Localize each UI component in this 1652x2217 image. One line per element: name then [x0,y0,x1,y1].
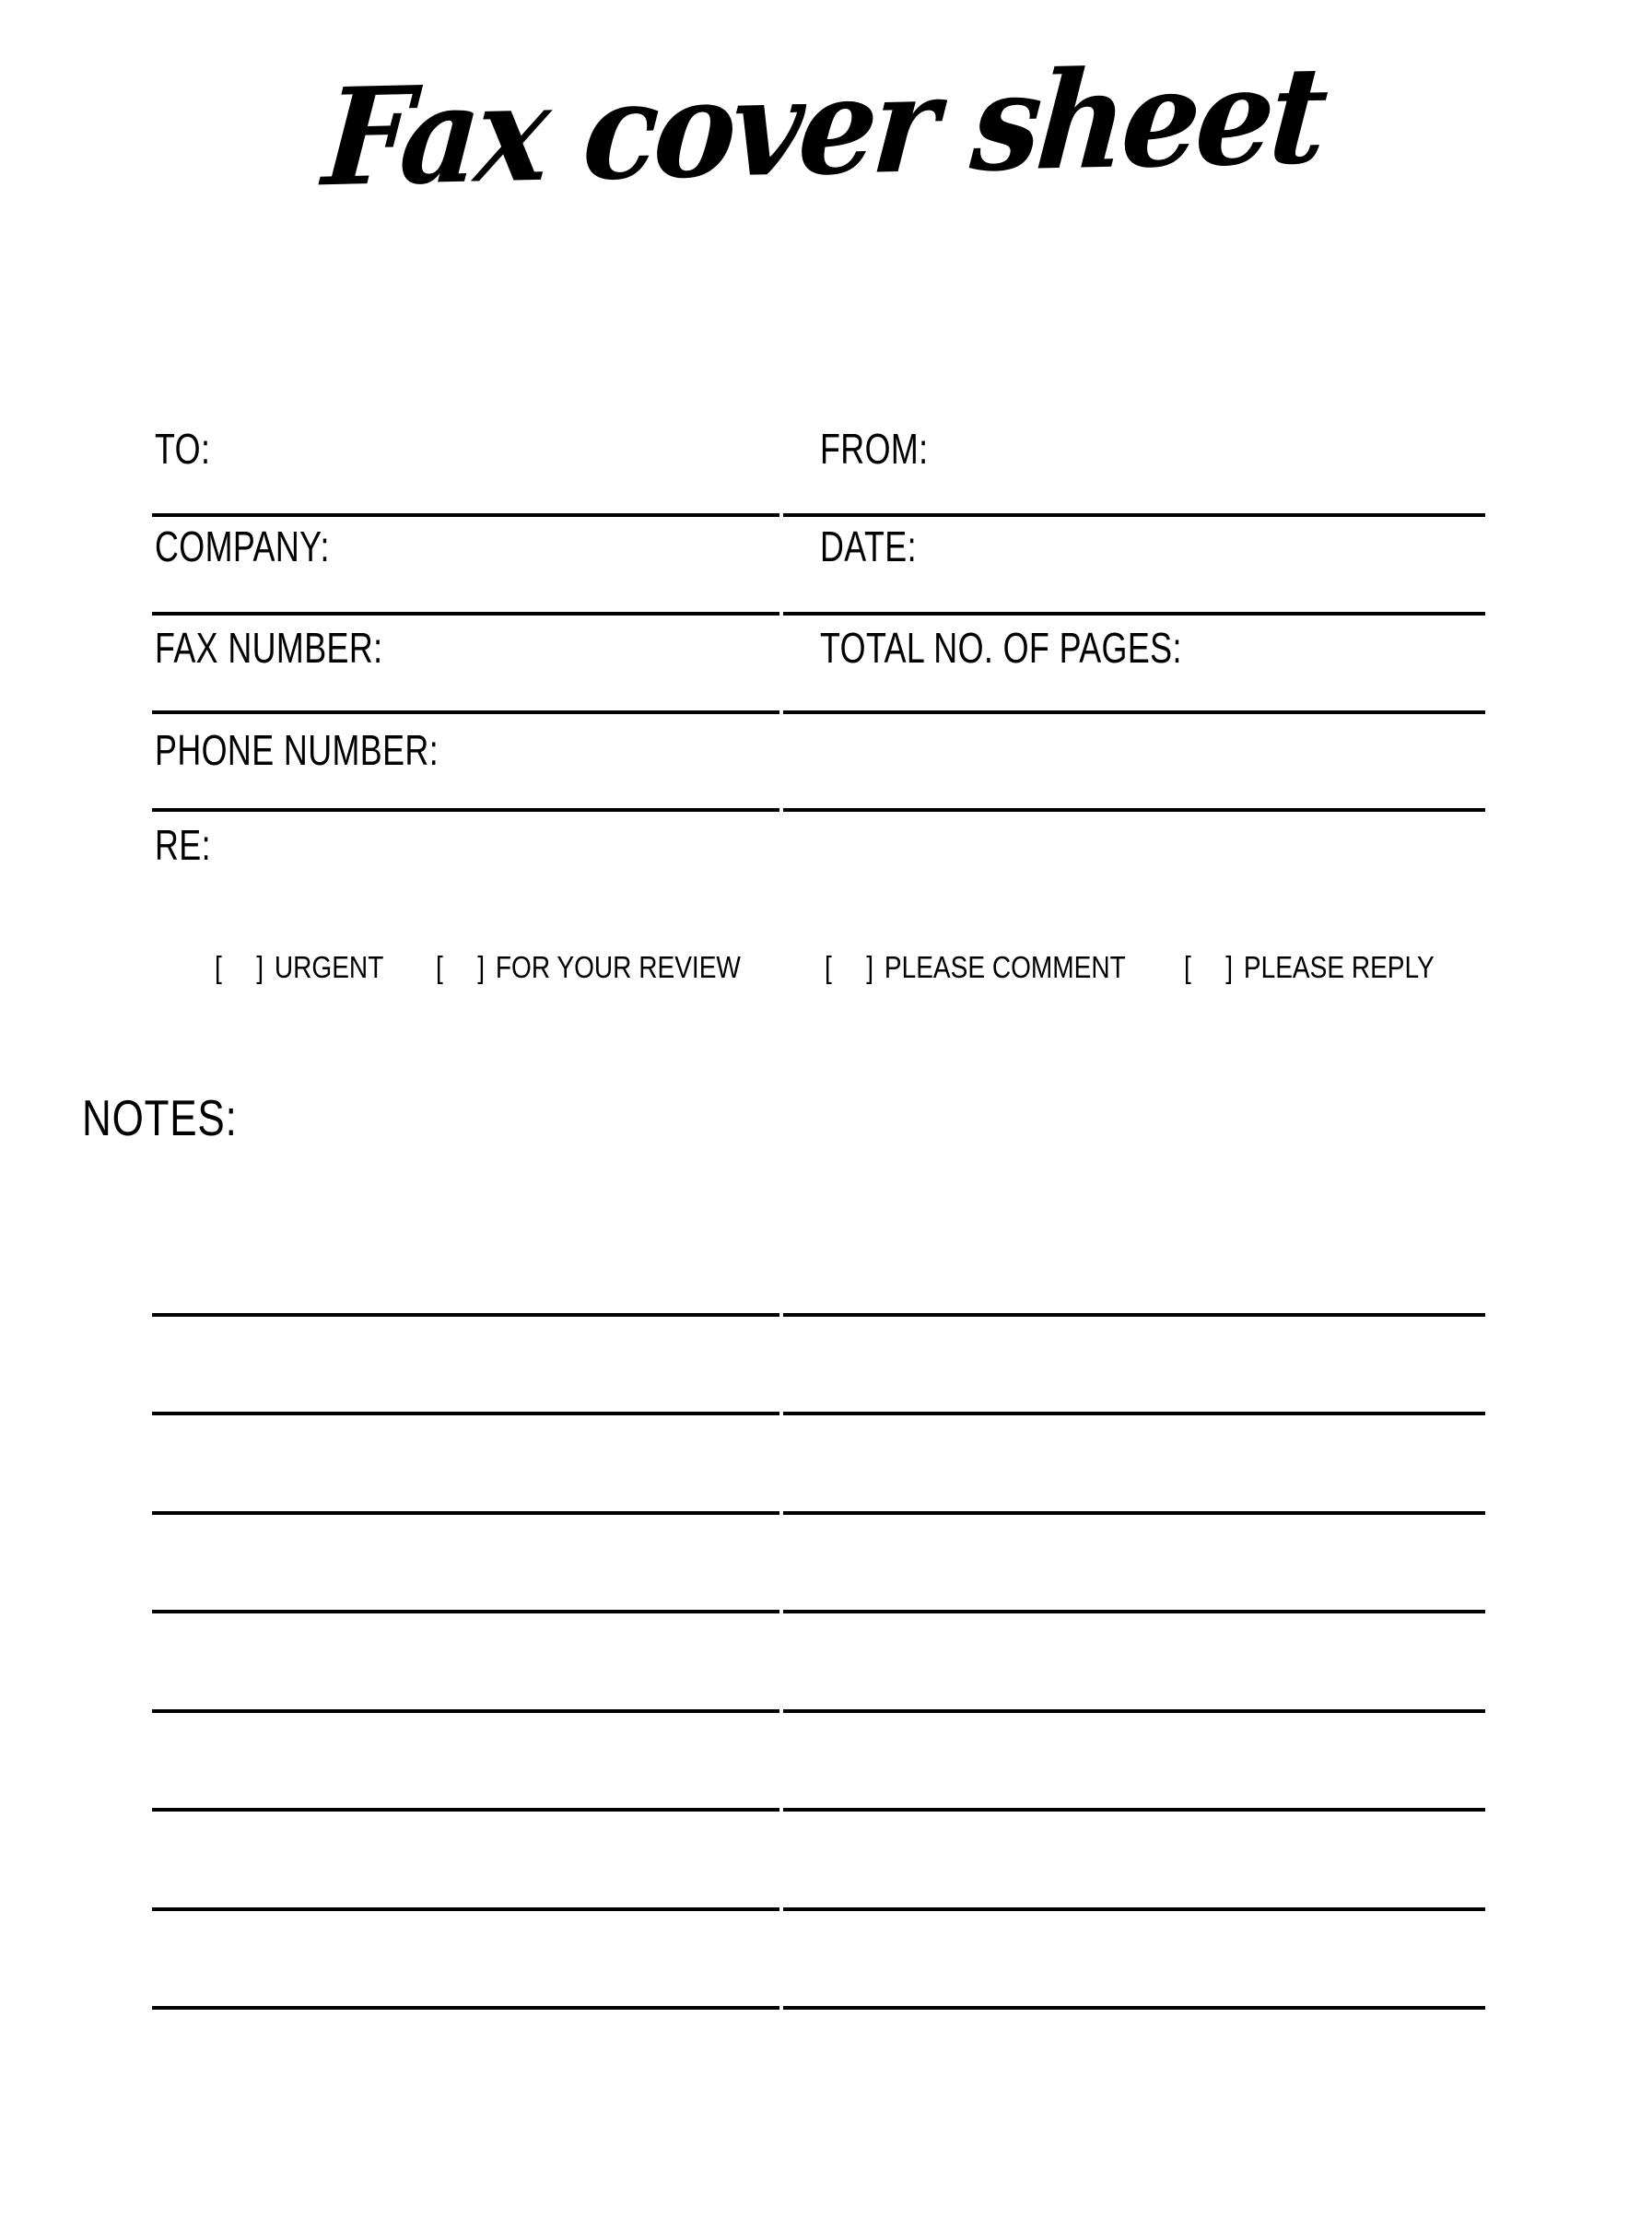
fax-number-label: FAX NUMBER: [155,624,383,672]
notes-line[interactable] [152,1511,779,1515]
total-pages-field-line[interactable] [783,710,1485,714]
to-field-line[interactable] [152,513,779,517]
page-title: Fax cover sheet [318,37,1330,217]
notes-line[interactable] [152,1709,779,1713]
checkbox-please-comment[interactable] [825,949,1126,986]
checkbox-for-your-review[interactable] [436,949,741,986]
to-label: TO: [155,425,211,473]
checkbox-urgent[interactable] [215,949,383,986]
notes-line[interactable] [152,1907,779,1911]
notes-line[interactable] [783,2006,1485,2010]
bracket-close-icon: ] [866,950,873,984]
phone-number-field-line[interactable] [783,808,1485,812]
notes-line[interactable] [783,1511,1485,1515]
from-label: FROM: [820,425,929,473]
notes-line[interactable] [783,1313,1485,1317]
checkbox-label: PLEASE COMMENT [884,950,1126,984]
notes-line[interactable] [783,1808,1485,1812]
phone-number-label: PHONE NUMBER: [155,726,439,774]
company-field-line[interactable] [152,612,779,616]
bracket-close-icon: ] [1225,950,1233,984]
bracket-open-icon: [ [825,950,832,984]
notes-line[interactable] [783,1412,1485,1415]
fax-number-field-line[interactable] [152,710,779,714]
bracket-open-icon: [ [215,950,222,984]
re-label: RE: [155,821,211,869]
bracket-close-icon: ] [256,950,264,984]
notes-label: NOTES: [82,1089,238,1146]
checkbox-label: FOR YOUR REVIEW [495,950,741,984]
checkbox-label: PLEASE REPLY [1243,950,1435,984]
date-label: DATE: [820,522,917,570]
notes-line[interactable] [783,1709,1485,1713]
checkbox-label: URGENT [274,950,384,984]
bracket-close-icon: ] [477,950,485,984]
notes-line[interactable] [783,1610,1485,1613]
total-pages-label: TOTAL NO. OF PAGES: [820,624,1182,672]
notes-line[interactable] [152,1313,779,1317]
notes-line[interactable] [152,1412,779,1415]
from-field-line[interactable] [783,513,1485,517]
notes-line[interactable] [152,1610,779,1613]
date-field-line[interactable] [783,612,1485,616]
notes-line[interactable] [152,1808,779,1812]
notes-line[interactable] [783,1907,1485,1911]
notes-line[interactable] [152,2006,779,2010]
bracket-open-icon: [ [1184,950,1191,984]
phone-number-field-line[interactable] [152,808,779,812]
bracket-open-icon: [ [436,950,443,984]
company-label: COMPANY: [155,522,330,570]
checkbox-please-reply[interactable] [1184,949,1435,986]
